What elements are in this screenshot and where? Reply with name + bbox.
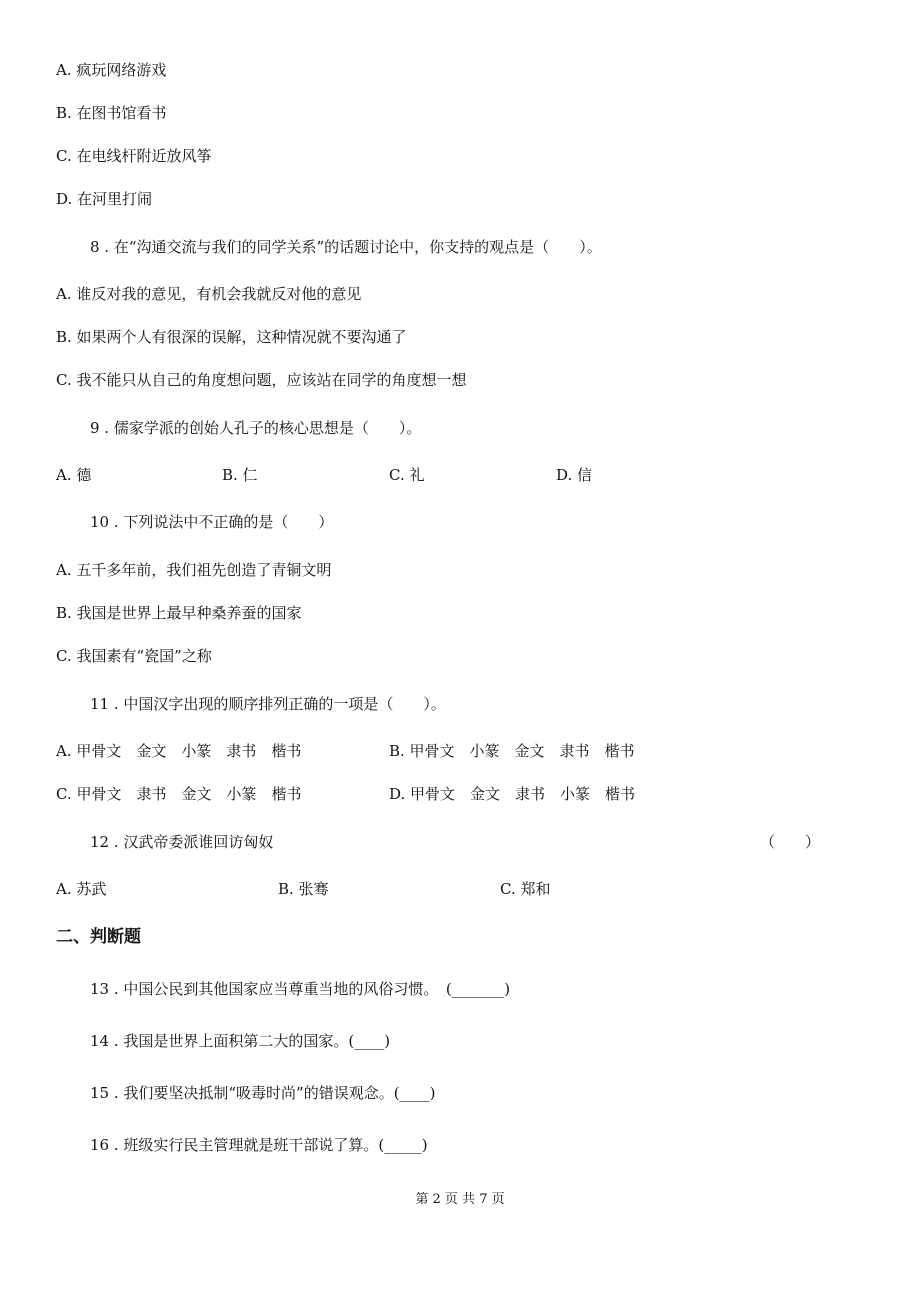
q9-stem: 9 . 儒家学派的创始人孔子的核心思想是（ ）。 <box>90 419 422 437</box>
q10-stem: 10 . 下列说法中不正确的是（ ） <box>90 513 334 531</box>
q7-option-b: B. 在图书馆看书 <box>56 104 167 122</box>
q11-option-a: A. 甲骨文 金文 小篆 隶书 楷书 <box>56 742 302 760</box>
q15-stem: 15 . 我们要坚决抵制“吸毒时尚”的错误观念。(____) <box>90 1084 436 1102</box>
q8-option-a: A. 谁反对我的意见，有机会我就反对他的意见 <box>56 285 362 303</box>
q9-option-b: B. 仁 <box>222 466 258 484</box>
q12-option-c: C. 郑和 <box>500 880 551 898</box>
q11-stem: 11 . 中国汉字出现的顺序排列正确的一项是（ ）。 <box>90 695 446 713</box>
q7-option-a: A. 疯玩网络游戏 <box>56 61 167 79</box>
q8-stem: 8 . 在“沟通交流与我们的同学关系”的话题讨论中，你支持的观点是（ ）。 <box>90 238 602 256</box>
q12-option-b: B. 张骞 <box>278 880 329 898</box>
q12-stem: 12 . 汉武帝委派谁回访匈奴 <box>90 833 274 851</box>
q7-option-d: D. 在河里打闹 <box>56 190 153 208</box>
q12-option-a: A. 苏武 <box>56 880 107 898</box>
q13-stem: 13 . 中国公民到其他国家应当尊重当地的风俗习惯。 (_______) <box>90 980 511 998</box>
section-heading-judge: 二、判断题 <box>56 927 141 947</box>
q10-option-a: A. 五千多年前，我们祖先创造了青铜文明 <box>56 561 332 579</box>
q11-option-b: B. 甲骨文 小篆 金文 隶书 楷书 <box>389 742 635 760</box>
q8-option-b: B. 如果两个人有很深的误解，这种情况就不要沟通了 <box>56 328 407 346</box>
q11-option-c: C. 甲骨文 隶书 金文 小篆 楷书 <box>56 785 302 803</box>
page-footer: 第 2 页 共 7 页 <box>415 1192 505 1207</box>
q10-option-c: C. 我国素有“瓷国”之称 <box>56 647 212 665</box>
q14-stem: 14 . 我国是世界上面积第二大的国家。(____) <box>90 1032 391 1050</box>
q9-option-c: C. 礼 <box>389 466 425 484</box>
q11-option-d: D. 甲骨文 金文 隶书 小篆 楷书 <box>389 785 636 803</box>
q8-option-c: C. 我不能只从自己的角度想问题，应该站在同学的角度想一想 <box>56 371 467 389</box>
q10-option-b: B. 我国是世界上最早种桑养蚕的国家 <box>56 604 302 622</box>
q7-option-c: C. 在电线杆附近放风筝 <box>56 147 212 165</box>
q9-option-a: A. 德 <box>56 466 92 484</box>
q9-option-d: D. 信 <box>556 466 593 484</box>
q12-answer-paren: （ ） <box>760 833 821 851</box>
q16-stem: 16 . 班级实行民主管理就是班干部说了算。(_____) <box>90 1136 428 1154</box>
